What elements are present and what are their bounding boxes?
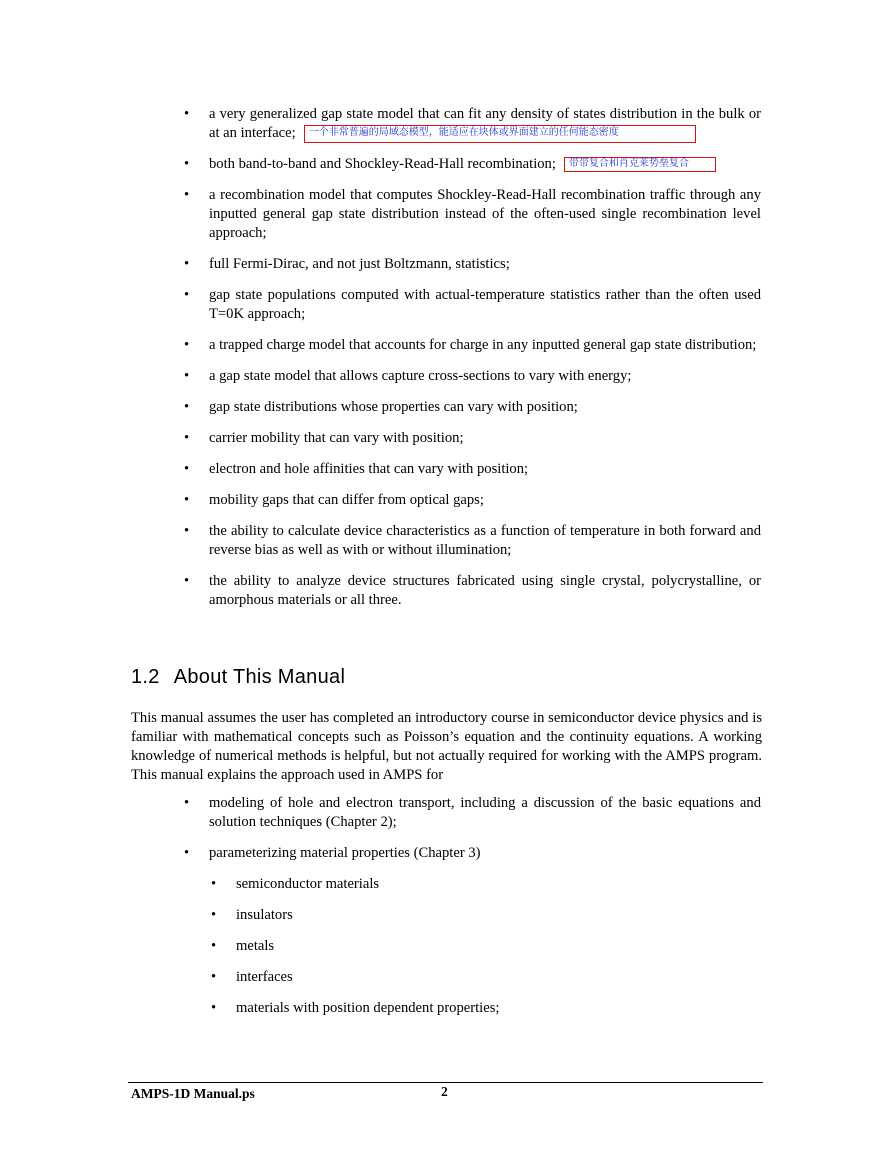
- list-item-text: modeling of hole and electron transport, including a discussion of the basic equations and solution techniques (Chapter 2);: [209, 795, 761, 830]
- list-item-text: interfaces: [236, 969, 293, 985]
- annotation-box: 带带复合和肖克莱势垒复合: [564, 157, 716, 172]
- bullet: •: [184, 399, 190, 415]
- list-item: [184, 286, 761, 324]
- bullet: •: [184, 573, 190, 589]
- list-item-text: gap state populations computed with actual-temperature statistics rather than the often used T=0K approach;: [209, 287, 761, 322]
- list-item-text: gap state distributions whose properties can vary with position;: [209, 399, 578, 415]
- feature-list: [184, 105, 761, 622]
- annotation-box: 一个非常普遍的局域态模型，能适应在块体或界面建立的任何能态密度: [304, 125, 696, 143]
- list-item-text: a recombination model that computes Shockley-Read-Hall recombination traffic through any inputted general gap state distribution instead of the often-used single recombination level approach;: [209, 187, 761, 241]
- list-item: [211, 937, 761, 956]
- bullet: •: [184, 492, 190, 508]
- list-item: [211, 968, 761, 987]
- list-item-text: materials with position dependent properties;: [236, 1000, 500, 1016]
- list-item-text: mobility gaps that can differ from optical gaps;: [209, 492, 484, 508]
- footer-document-name: AMPS-1D Manual.ps: [131, 1086, 255, 1101]
- bullet: •: [184, 287, 190, 303]
- list-item-text: the ability to analyze device structures fabricated using single crystal, polycrystalline, or amorphous materials or all three.: [209, 573, 761, 608]
- bullet: •: [211, 938, 217, 954]
- list-item: [184, 522, 761, 560]
- bullet: •: [211, 907, 217, 923]
- list-item: [184, 367, 761, 386]
- list-item-text: electron and hole affinities that can vary with position;: [209, 461, 529, 477]
- material-types-list: [211, 875, 761, 1030]
- bullet: •: [184, 187, 190, 203]
- footer-divider: [128, 1082, 763, 1083]
- manual-topics-list: [184, 794, 761, 875]
- list-item: [211, 906, 761, 925]
- bullet: •: [211, 969, 217, 985]
- list-item-text: both band-to-band and Shockley-Read-Hall recombination;: [209, 156, 556, 172]
- list-item: [184, 255, 761, 274]
- section-number: 1.2: [131, 666, 160, 688]
- section-title: About This Manual: [173, 666, 346, 688]
- bullet: •: [184, 337, 190, 353]
- list-item-text: a very generalized gap state model that can fit any density of states distribution in the bulk or at an interface;: [209, 106, 761, 141]
- bullet: •: [211, 876, 217, 892]
- list-item: [211, 999, 761, 1018]
- page-number: 2: [441, 1084, 448, 1099]
- list-item: [184, 572, 761, 610]
- list-item: [184, 186, 761, 243]
- bullet: •: [184, 156, 190, 172]
- list-item: [184, 155, 761, 174]
- list-item-text: parameterizing material properties (Chapter 3): [209, 845, 481, 861]
- bullet: •: [184, 461, 190, 477]
- list-item-text: carrier mobility that can vary with position;: [209, 430, 464, 446]
- bullet: •: [184, 368, 190, 384]
- list-item: [211, 875, 761, 894]
- bullet: •: [184, 256, 190, 272]
- list-item-text: semiconductor materials: [236, 876, 380, 892]
- list-item-text: a trapped charge model that accounts for charge in any inputted general gap state distribution;: [209, 337, 757, 353]
- list-item-text: metals: [236, 938, 275, 954]
- list-item: [184, 336, 761, 355]
- list-item-text: the ability to calculate device characteristics as a function of temperature in both forward and reverse bias as well as with or without illumination;: [209, 523, 761, 558]
- list-item: [184, 105, 761, 143]
- list-item: [184, 844, 761, 863]
- list-item-text: a gap state model that allows capture cross-sections to vary with energy;: [209, 368, 632, 384]
- bullet: •: [184, 795, 190, 811]
- list-item: [184, 491, 761, 510]
- bullet: •: [184, 430, 190, 446]
- list-item: [184, 398, 761, 417]
- bullet: •: [184, 106, 190, 122]
- bullet: •: [184, 845, 190, 861]
- list-item-text: full Fermi-Dirac, and not just Boltzmann, statistics;: [209, 256, 510, 272]
- list-item: [184, 429, 761, 448]
- list-item-text: insulators: [236, 907, 293, 923]
- list-item: [184, 460, 761, 479]
- section-heading: [131, 666, 345, 689]
- bullet: •: [184, 523, 190, 539]
- list-item: [184, 794, 761, 832]
- bullet: •: [211, 1000, 217, 1016]
- intro-paragraph: This manual assumes the user has completed an introductory course in semiconductor device physics and is familiar with mathematical concepts such as Poisson’s equation and the continuity equations. A working knowledge of numerical methods is helpful, but not actually required for working with the AMPS program. This manual explains the approach used in AMPS for: [131, 710, 762, 783]
